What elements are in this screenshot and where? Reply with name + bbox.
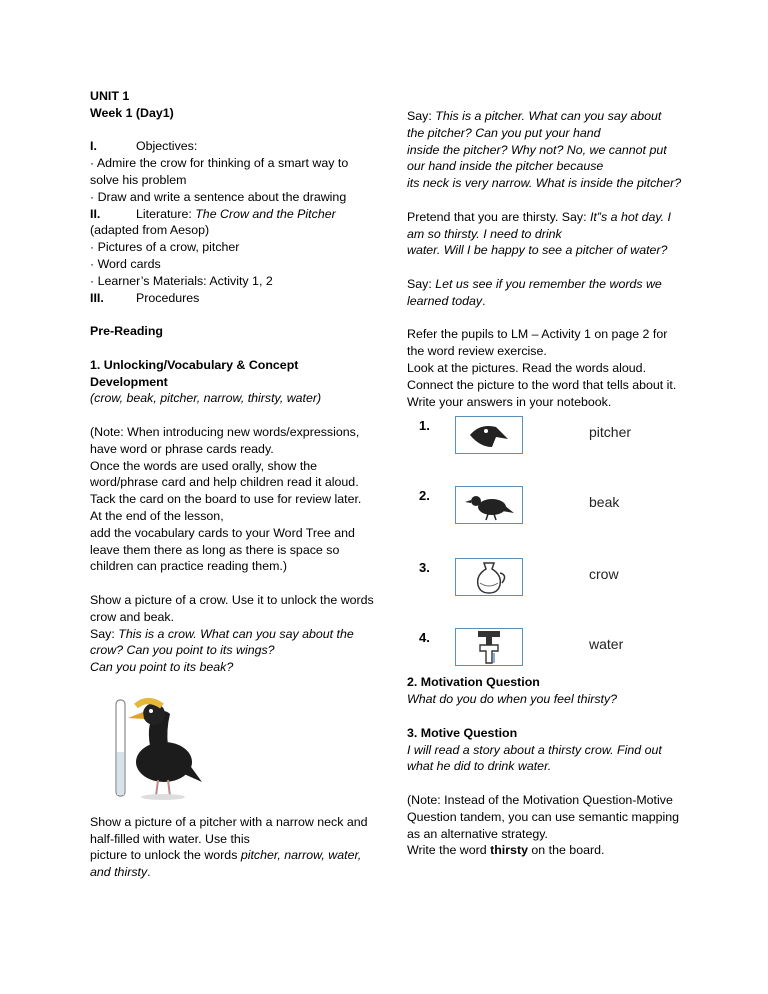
right-column	[407, 108, 682, 859]
match-picture-box	[455, 628, 523, 666]
match-row	[407, 486, 647, 526]
motive-heading: 3. Motive Question	[407, 725, 518, 740]
match-picture-box	[455, 558, 523, 596]
note-paragraph-3: add the vocabulary cards to your Word Tree and leave them there as long as there is space so children can practice reading them.)	[90, 525, 355, 574]
crow-head-icon	[456, 417, 522, 453]
objective-2: · Draw and write a sentence about the drawing	[90, 189, 347, 204]
look-pictures: Look at the pictures. Read the words aloud.	[407, 360, 647, 375]
match-row	[407, 416, 647, 456]
crow-say-2: Can you point to its beak?	[90, 660, 234, 675]
material-1: · Pictures of a crow, pitcher	[90, 240, 240, 255]
matching-exercise	[407, 416, 647, 670]
note-paragraph-2: Once the words are used orally, show the word/phrase card and help children read it aloud. Tack the card on the board to use for review later. At the end of the lesson,	[90, 458, 362, 523]
motive-question: I will read a story about a thirsty crow. Find out what he did to drink water.	[407, 742, 662, 774]
crow-and-pitcher-illustration	[106, 692, 206, 802]
match-word: beak	[589, 494, 620, 511]
pitcher-icon	[456, 559, 522, 595]
pretend-thirsty-2: water. Will I be happy to see a pitcher of water?	[407, 243, 668, 258]
match-row	[407, 628, 647, 668]
pretend-thirsty: Pretend that you are thirsty. Say: It‟s a hot day. I am so thirsty. I need to drink	[407, 209, 672, 241]
procedures-heading: III. Procedures	[90, 290, 200, 305]
match-picture-box	[455, 416, 523, 454]
crow-instruction: Show a picture of a crow. Use it to unlock the words crow and beak.	[90, 592, 374, 624]
match-number: 2.	[419, 488, 430, 504]
pitcher-instruction: Show a picture of a pitcher with a narrow neck and half-filled with water. Use this	[90, 814, 368, 846]
literature-source: (adapted from Aesop)	[90, 223, 210, 238]
objectives-heading: I. Objectives:	[90, 139, 198, 154]
crow-say: Say: This is a crow. What can you say about the crow? Can you point to its wings?	[90, 626, 354, 658]
material-3: · Learner’s Materials: Activity 1, 2	[90, 273, 273, 288]
match-word: pitcher	[589, 424, 632, 441]
pitcher-instruction-2: picture to unlock the words pitcher, narrow, water, and thirsty.	[90, 848, 362, 880]
match-row	[407, 558, 647, 598]
left-column	[90, 88, 375, 881]
objective-1: · Admire the crow for thinking of a smart way to solve his problem	[90, 156, 349, 187]
write-word-note: Write the word thirsty on the board.	[407, 843, 605, 858]
vocab-list: (crow, beak, pitcher, narrow, thirsty, water)	[90, 391, 322, 406]
connect-instruction: Connect the picture to the word that tells about it. Write your answers in your notebook.	[407, 377, 677, 409]
motivation-question: What do you do when you feel thirsty?	[407, 692, 618, 707]
match-picture-box	[455, 486, 523, 524]
review-say: Say: Let us see if you remember the words we learned today.	[407, 276, 662, 308]
match-number: 4.	[419, 630, 430, 646]
pitcher-say-2: inside the pitcher? Why not? No, we cannot put our hand inside the pitcher because	[407, 142, 667, 174]
unlocking-heading: 1. Unlocking/Vocabulary & Concept Development	[90, 357, 299, 389]
crow-drinking-icon	[106, 692, 206, 802]
match-number: 3.	[419, 560, 430, 576]
match-word: crow	[589, 566, 619, 583]
note-paragraph-1: (Note: When introducing new words/expressions, have word or phrase cards ready.	[90, 424, 360, 456]
match-number: 1.	[419, 418, 430, 434]
faucet-icon	[456, 629, 522, 665]
match-word: water	[589, 636, 624, 653]
unit-title: UNIT 1	[90, 89, 130, 103]
crow-icon	[456, 487, 522, 523]
pitcher-say-3: its neck is very narrow. What is inside the pitcher?	[407, 176, 682, 191]
semantic-mapping-note: (Note: Instead of the Motivation Question-Motive Question tandem, you can use semantic mapping as an alternative strategy.	[407, 792, 680, 841]
pre-reading-heading: Pre-Reading	[90, 324, 163, 339]
week-title: Week 1 (Day1)	[90, 105, 174, 120]
motivation-heading: 2. Motivation Question	[407, 675, 540, 690]
literature-heading: II. Literature: The Crow and the Pitcher	[90, 206, 336, 221]
refer-pupils: Refer the pupils to LM – Activity 1 on page 2 for the word review exercise.	[407, 327, 668, 359]
material-2: · Word cards	[90, 256, 161, 271]
pitcher-say: Say: This is a pitcher. What can you say about the pitcher? Can you put your hand	[407, 109, 662, 140]
